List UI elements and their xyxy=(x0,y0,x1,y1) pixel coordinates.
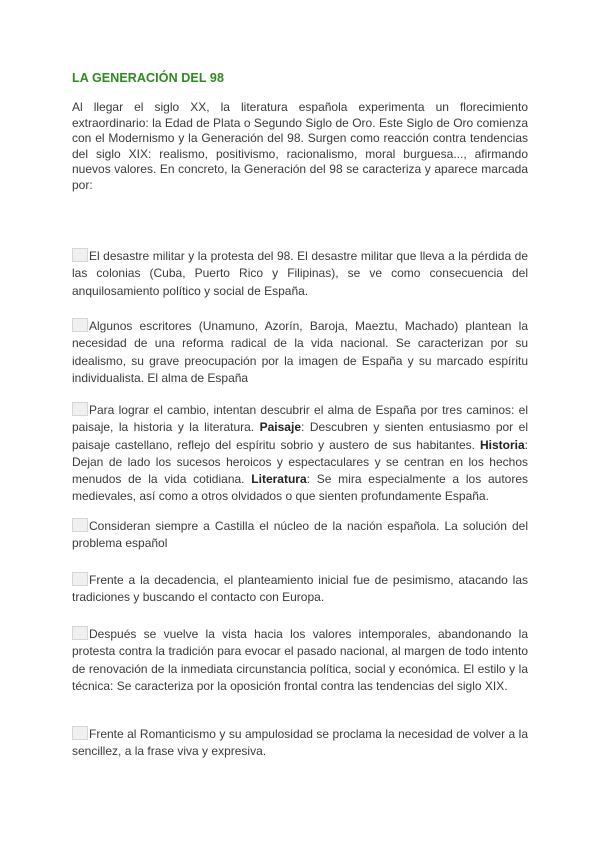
checkbox-icon[interactable] xyxy=(72,626,88,640)
paisaje-label: Paisaje xyxy=(259,420,301,435)
list-item xyxy=(72,626,528,695)
list-item-text: Frente al Romanticismo y su ampulosidad se proclama la necesidad de volver a la sencillez, a la frase viva y expresiva. xyxy=(72,727,528,759)
page-title: LA GENERACIÓN DEL 98 xyxy=(72,71,225,85)
checkbox-icon[interactable] xyxy=(72,572,88,586)
list-item xyxy=(72,318,528,387)
list-item xyxy=(72,402,528,506)
checkbox-icon[interactable] xyxy=(72,518,88,532)
list-item xyxy=(72,248,528,300)
checkbox-icon[interactable] xyxy=(72,402,88,416)
list-item-text: Consideran siempre a Castilla el núcleo de la nación española. La solución del problema español xyxy=(72,519,528,551)
list-item-text: Frente a la decadencia, el planteamiento inicial fue de pesimismo, atacando las tradiciones y buscando el contacto con Europa. xyxy=(72,573,528,605)
literatura-text: : Se mira especialmente a los autores medievales, así como a otros olvidados o que sienten profundamente España. xyxy=(72,472,528,504)
list-item-text: Para lograr el cambio, intentan descubrir el alma de España por tres caminos: el paisaje, la historia y la literatura. xyxy=(72,403,528,435)
literatura-label: Literatura xyxy=(251,472,307,487)
paisaje-text: : Descubren y sienten entusiasmo por el paisaje castellano, reflejo del espíritu sobrio y austero de sus habitantes. xyxy=(72,420,528,452)
list-item-text: Después se vuelve la vista hacia los valores intemporales, abandonando la protesta contra la tradición para evocar el pasado nacional, al margen de todo intento de renovación de la inmediata circunstancia política, social y económica. El estilo y la técnica: Se caracteriza por la oposición frontal contra las tendencias del siglo XIX. xyxy=(72,627,528,693)
checkbox-icon[interactable] xyxy=(72,318,88,332)
checkbox-icon[interactable] xyxy=(72,726,88,740)
intro-paragraph: Al llegar el siglo XX, la literatura española experimenta un florecimiento extraordinario: la Edad de Plata o Segundo Siglo de Oro. Este Siglo de Oro comienza con el Modernismo y la Generación del 98. Surgen como reacción contra tendencias del siglo XIX: realismo, positivismo, racionalismo, moral burguesa..., afirmando nuevos valores. En concreto, la Generación del 98 se caracteriza y aparece marcada por: xyxy=(72,100,528,192)
list-item xyxy=(72,726,528,761)
checkbox-icon[interactable] xyxy=(72,248,88,262)
list-item-text: El desastre militar y la protesta del 98. El desastre militar que lleva a la pérdida de las colonias (Cuba, Puerto Rico y Filipinas), se ve como consecuencia del anquilosamiento político y social de España. xyxy=(72,249,528,298)
historia-text: : Dejan de lado los sucesos heroicos y espectaculares y se centran en los hechos menudos de la vida cotidiana. xyxy=(72,437,528,487)
historia-label: Historia xyxy=(479,437,525,452)
list-item-text: Algunos escritores (Unamuno, Azorín, Baroja, Maeztu, Machado) plantean la necesidad de una reforma radical de la vida nacional. Se caracterizan por su idealismo, su grave preocupación por la imagen de España y su marcado espíritu individualista. El alma de España xyxy=(72,319,528,385)
list-item xyxy=(72,518,528,553)
list-item xyxy=(72,572,528,607)
